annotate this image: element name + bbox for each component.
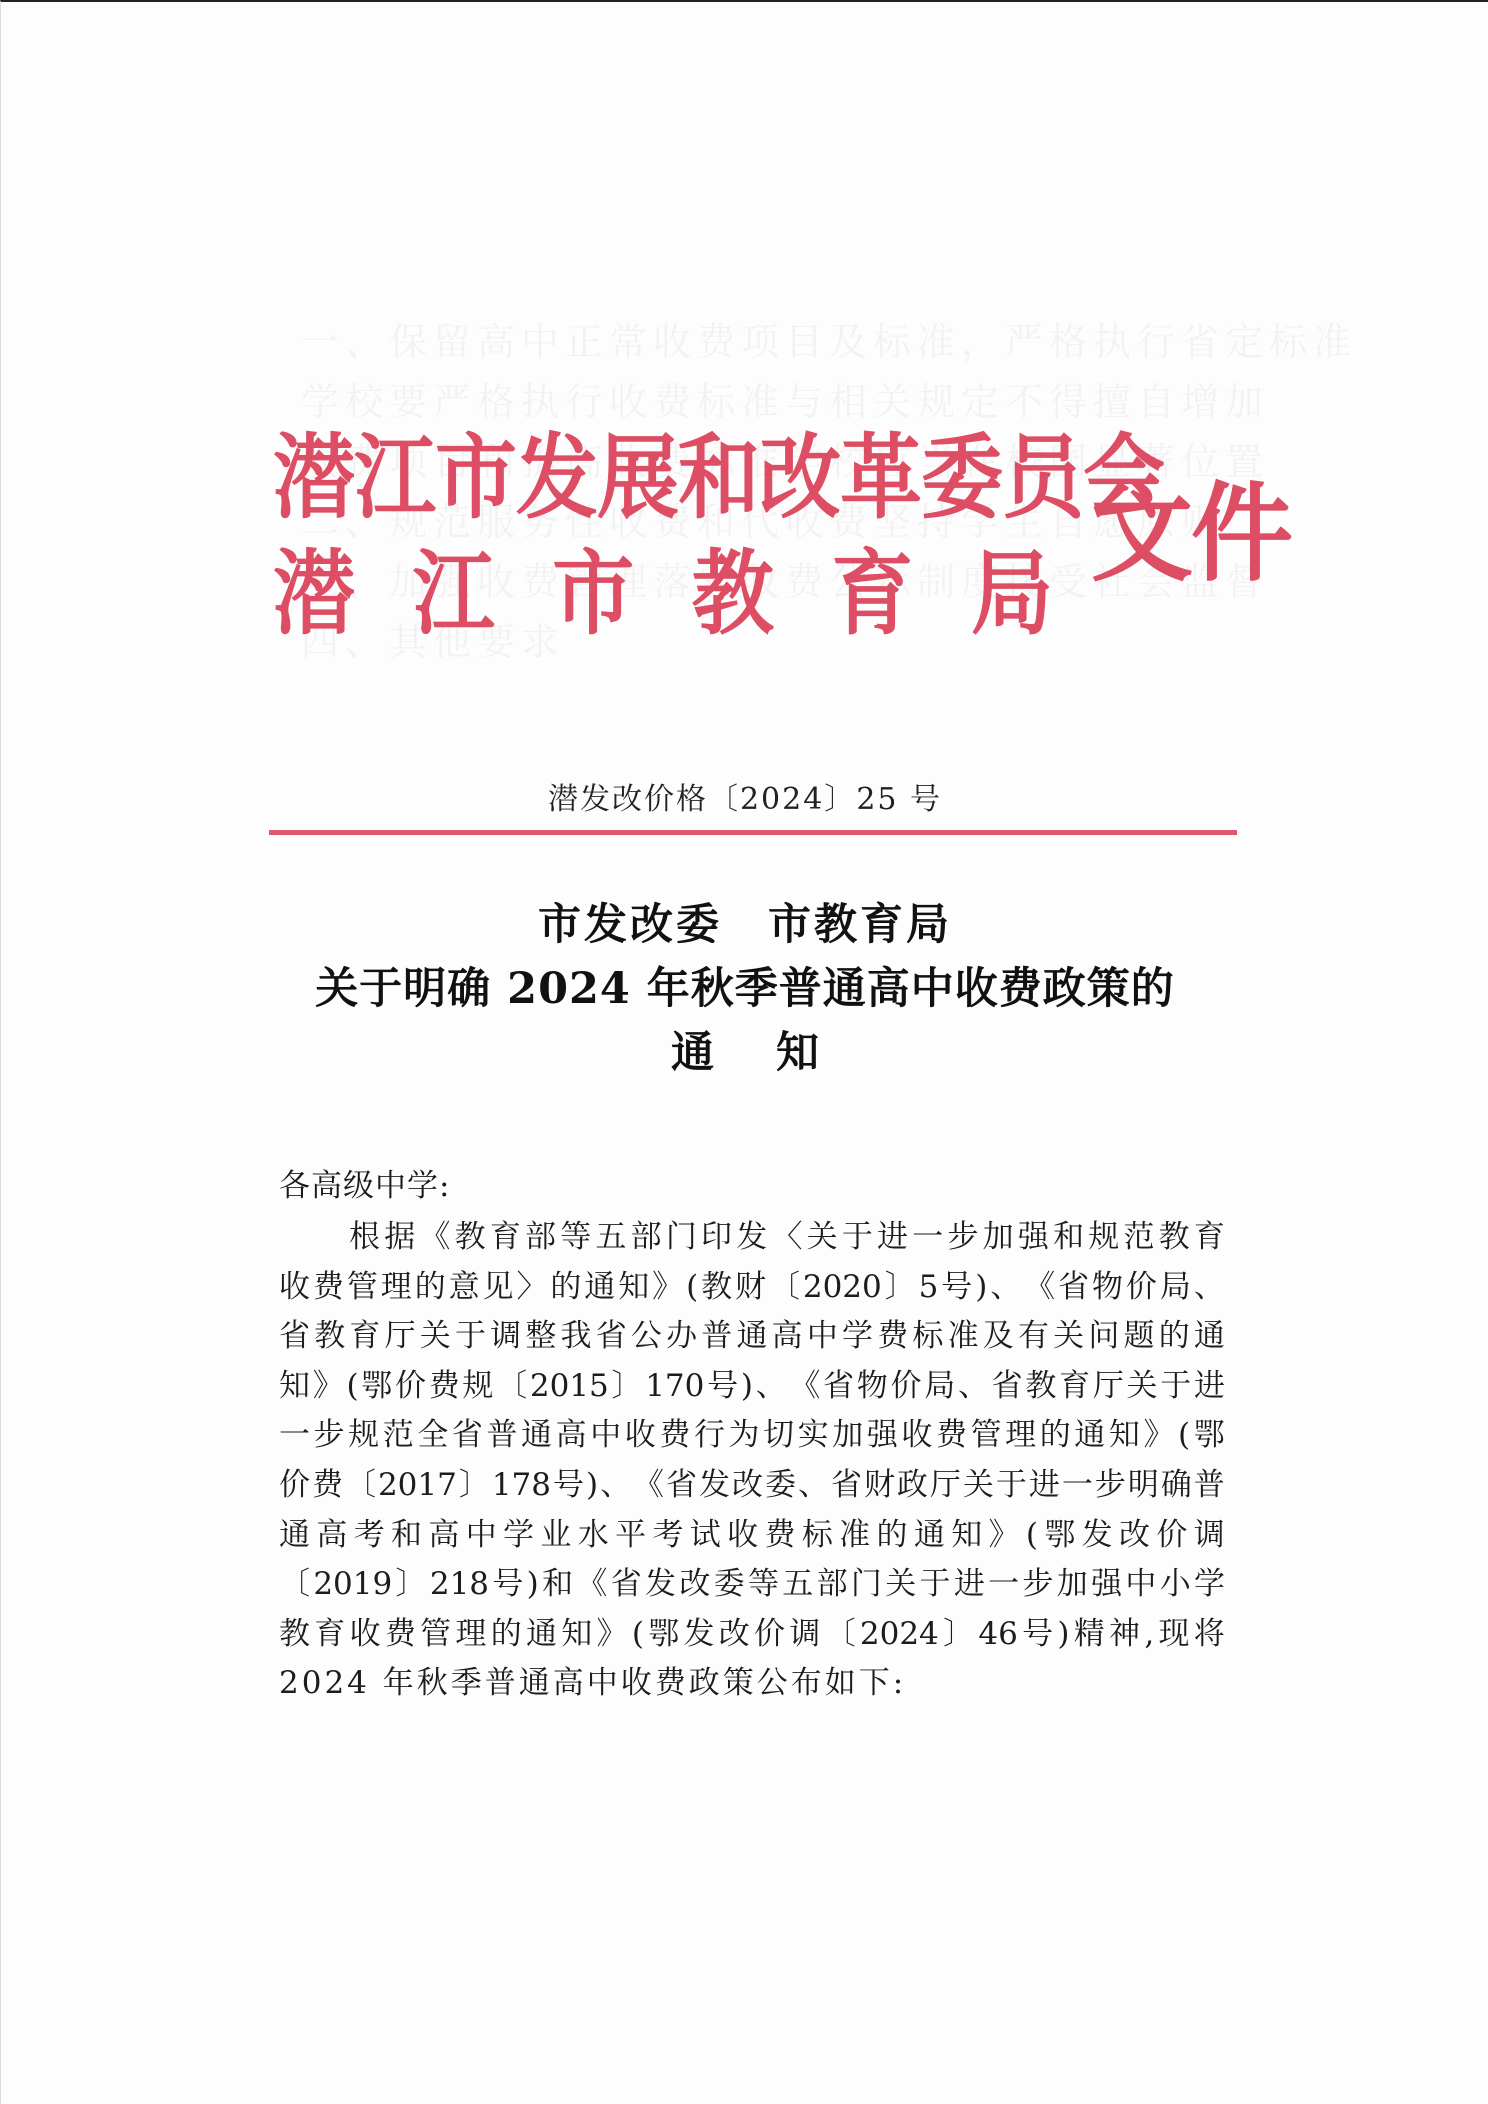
title-subject: 关于明确 2024 年秋季普通高中收费政策的 [315,964,1175,1014]
red-divider-rule [269,830,1237,835]
paragraph-line: 〔 2019 〕 218 号 ) 和 《 省 发 改 委 等 五 部 门 关 于 进 一 步 加 强 中 小 学 [279,1566,1225,1603]
salutation: 各高级中学: [279,1168,451,1204]
masthead-issuer-2-char: 江 [412,540,495,648]
paragraph-line: 2024 年秋季普通高中收费政策公布如下: [279,1665,907,1702]
title-issuers: 市发改委 市教育局 [538,900,952,950]
masthead-issuer-2 [273,540,1053,648]
paragraph-line: 知 》 ( 鄂 价 费 规 〔 2015 〕 170 号 ) 、 《 省 物 价 局 、 省 教 育 厅 关 于 进 [279,1367,1225,1404]
red-masthead [273,420,1291,656]
masthead-issuer-2-char: 潜 [273,540,356,648]
document-number: 潜发改价格〔2024〕25 号 [547,782,943,817]
paragraph-line: 一 步 规 范 全 省 普 通 高 中 收 费 行 为 切 实 加 强 收 费 管 理 的 通 知 》 ( 鄂 [279,1417,1225,1454]
paragraph-line: 通 高 考 和 高 中 学 业 水 平 考 试 收 费 标 准 的 通 知 》 ( 鄂 发 改 价 调 [279,1516,1225,1553]
paragraph-line: 根 据 《 教 育 部 等 五 部 门 印 发 〈 关 于 进 一 步 加 强 和 规 范 教 育 [349,1219,1225,1255]
masthead-issuer-2-char: 局 [970,540,1053,648]
masthead-issuer-1: 潜江市发展和改革委员会 [273,424,1165,532]
masthead-issuer-2-char: 市 [552,540,635,648]
paragraph-line: 价 费 〔 2017 〕 178 号 ) 、 《 省 发 改 委 、 省 财 政 厅 关 于 进 一 步 明 确 普 [279,1467,1225,1503]
paragraph-line: 收 费 管 理 的 意 见 〉 的 通 知 》 ( 教 财 〔 2020 〕 5 号 ) 、 《 省 物 价 局 、 [279,1268,1225,1305]
masthead-suffix: 文件 [1091,470,1291,597]
paragraph-line: 省 教 育 厅 关 于 调 整 我 省 公 办 普 通 高 中 学 费 标 准 及 有 关 问 题 的 通 [279,1318,1225,1355]
title-notice: 通知 [671,1028,881,1078]
masthead-issuer-2-char: 教 [691,540,774,648]
paragraph-line: 教 育 收 费 管 理 的 通 知 》 ( 鄂 发 改 价 调 〔 2024 〕 46 号 ) 精 神 , 现 将 [279,1615,1225,1652]
masthead-issuer-2-char: 育 [831,540,914,648]
